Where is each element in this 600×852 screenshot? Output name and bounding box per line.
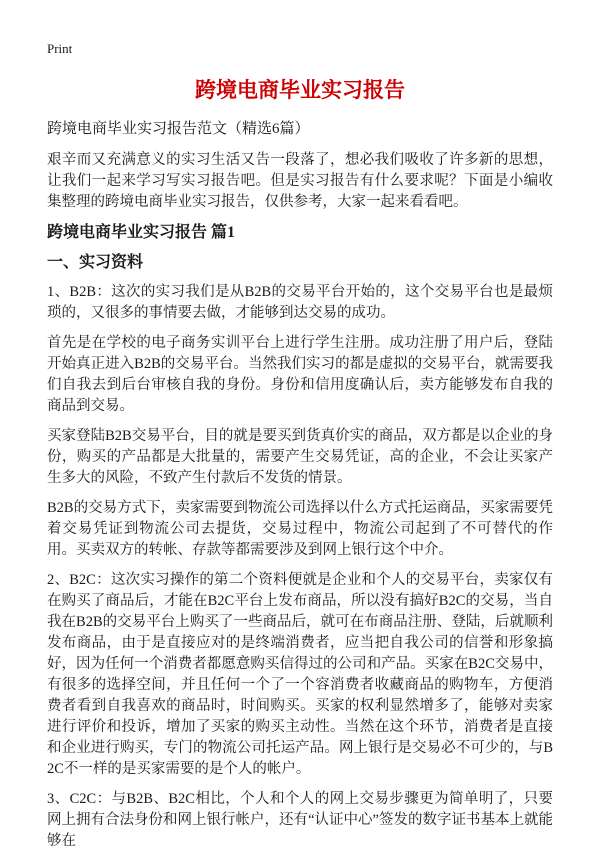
- doc-subtitle: 跨境电商毕业实习报告范文（精选6篇）: [47, 121, 310, 137]
- paragraph-b2c: 2、B2C：这次实习操作的第二个资料便就是企业和个人的交易平台，卖家仅有在购买了商品后，才能在B2C平台上发布商品，所以没有搞好B2C的交易，当自我在B2B的交易平台上购买了一些商品后，就可在布商品注册、登陆，后就顺利发布商品，由于是直接应对的是终端消费者，应当把自我公司的信誉和形象搞好，因为任何一个消费者都愿意购买信得过的公司和产品。买家在B2C交易中，有很多的选择空间，并且任何一个了一个容消费者收藏商品的购物车，方便消费者看到自我喜欢的商品时，时间购买。买家的权利显然增多了，能够对卖家进行评价和投诉，增加了买家的购买主动性。当然在这个环节，消费者是直接和企业进行购买，专门的物流公司托运产品。网上银行是交易必不可少的，与B2C不一样的是买家需要的是个人的帐户。: [47, 572, 553, 777]
- subsection-heading-internship-material: 一、实习资料: [47, 254, 144, 271]
- paragraph-b2b-3: 买家登陆B2B交易平台，目的就是要买到货真价实的商品，双方都是以企业的身份，购买的产品都是大批量的，需要产生交易凭证，高的企业，不会让买家产生多大的风险，不致产生付款后不发货的情景。: [47, 428, 553, 486]
- paragraph-b2b-4: B2B的交易方式下，卖家需要到物流公司选择以什么方式托运商品，买家需要凭着交易凭证到物流公司去提货，交易过程中，物流公司起到了不可替代的作用。买卖双方的转帐、存款等都需要涉及到网上银行这个中介。: [47, 500, 553, 558]
- paragraph-b2b-2: 首先是在学校的电子商务实训平台上进行学生注册。成功注册了用户后，登陆开始真正进入B2B的交易平台。当然我们实习的都是虚拟的交易平台，就需要我们自我去到后台审核自我的身份。身份和信用度确认后，卖方能够发布自我的商品到交易。: [47, 335, 553, 414]
- page-title: 跨境电商毕业实习报告: [195, 78, 405, 102]
- print-link[interactable]: Print: [47, 41, 73, 56]
- paragraph-b2b-1: 1、B2B：这次的实习我们是从B2B的交易平台开始的，这个交易平台也是最烦琐的，又很多的事情要去做，才能够到达交易的成功。: [47, 284, 553, 321]
- section-heading-part1: 跨境电商毕业实习报告 篇1: [47, 224, 236, 241]
- paragraph-c2c: 3、C2C：与B2B、B2C相比，个人和个人的网上交易步骤更为简单明了，只要网上拥有合法身份和网上银行帐户，还有“认证中心”签发的数字证书基本上就能够在: [47, 791, 553, 849]
- intro-paragraph: 艰辛而又充满意义的实习生活又告一段落了，想必我们吸收了许多新的思想，让我们一起来学习写实习报告吧。但是实习报告有什么要求呢？下面是小编收集整理的跨境电商毕业实习报告，仅供参考，大家一起来看看吧。: [47, 152, 553, 210]
